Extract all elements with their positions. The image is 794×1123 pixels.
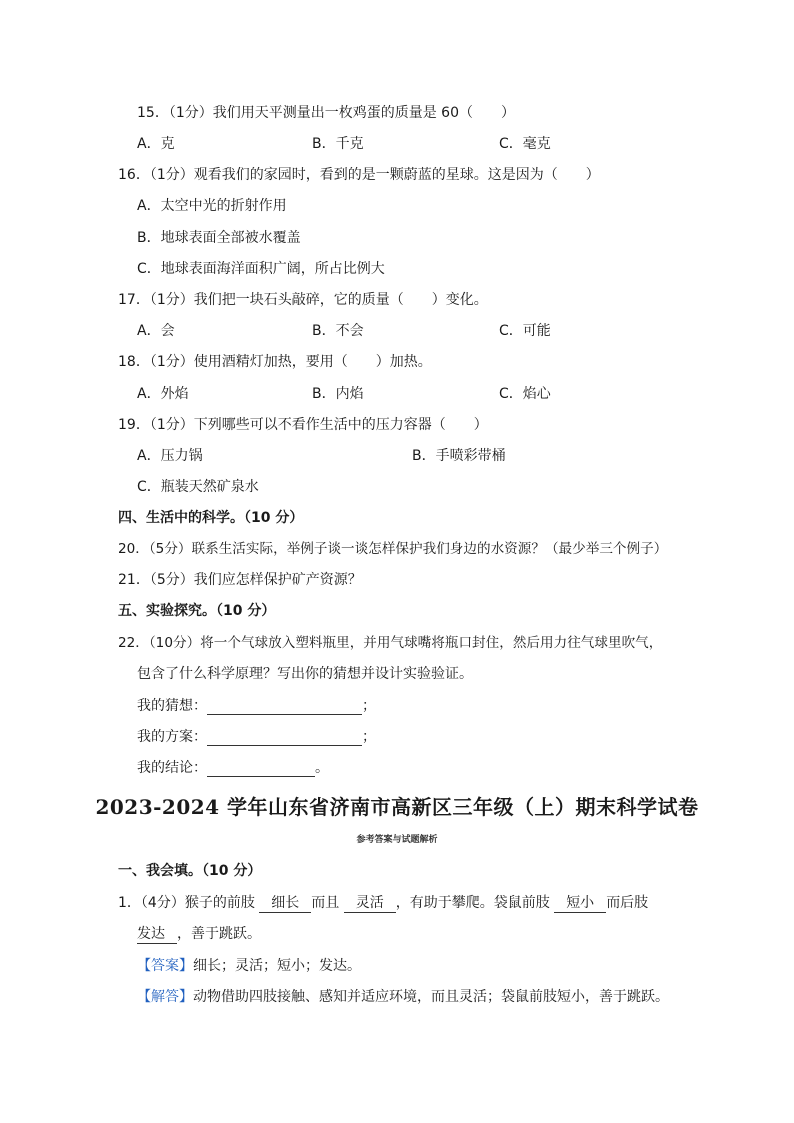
option-18-c: C．焰心 — [499, 386, 551, 402]
option-19-a: A．压力锅 — [137, 448, 203, 464]
answer-key-title: 2023-2024 学年山东省济南市高新区三年级（上）期末科学试卷 — [95, 795, 699, 819]
section-4-heading: 四、生活中的科学。（10 分） — [118, 510, 304, 526]
q1-part-3: ，有助于攀爬。袋鼠前肢 — [395, 895, 550, 911]
question-15: 15．（1分）我们用天平测量出一枚鸡蛋的质量是 60（ ） — [137, 105, 515, 121]
guess-blank[interactable] — [207, 698, 362, 715]
q1-part-4: 而后肢 — [606, 895, 649, 911]
conclusion-label: 我的结论： — [137, 760, 207, 776]
explain-text: 动物借助四肢接触、感知并适应环境，而且灵活；袋鼠前肢短小，善于跳跃。 — [193, 989, 669, 1005]
question-16: 16．（1分）观看我们的家园时，看到的是一颗蔚蓝的星球。这是因为（ ） — [118, 167, 600, 183]
question-22-line-2: 包含了什么科学原理？写出你的猜想并设计实验验证。 — [137, 666, 473, 682]
answer-row — [137, 957, 361, 975]
option-17-c: C．可能 — [499, 323, 551, 339]
guess-label: 我的猜想： — [137, 698, 207, 714]
question-19: 19．（1分）下列哪些可以不看作生活中的压力容器（ ） — [118, 417, 488, 433]
option-15-c: C．毫克 — [499, 136, 551, 152]
plan-row — [137, 728, 376, 746]
conclusion-end: 。 — [315, 760, 329, 776]
q1-answer-4: 发达 — [137, 926, 177, 944]
option-17-b: B．不会 — [312, 323, 364, 339]
question-22-line-1: 22．（10分）将一个气球放入塑料瓶里，并用气球嘴将瓶口封住，然后用力往气球里吹气， — [118, 635, 663, 651]
option-16-a: A．太空中光的折射作用 — [137, 198, 287, 214]
question-1-line-1 — [118, 894, 648, 913]
guess-row — [137, 697, 376, 715]
question-20: 20．（5分）联系生活实际，举例子谈一谈怎样保护我们身边的水资源？（最少举三个例子） — [118, 541, 668, 557]
guess-end: ； — [362, 698, 376, 714]
option-18-b: B．内焰 — [312, 386, 364, 402]
option-19-b: B．手喷彩带桶 — [412, 448, 506, 464]
answer-tag: 【答案】 — [137, 958, 193, 974]
q1-part-5: ，善于跳跃。 — [177, 926, 261, 942]
question-21: 21．（5分）我们应怎样保护矿产资源？ — [118, 572, 362, 588]
conclusion-blank[interactable] — [207, 760, 315, 777]
plan-blank[interactable] — [207, 729, 362, 746]
option-15-a: A．克 — [137, 136, 175, 152]
explain-row — [137, 988, 669, 1006]
option-15-b: B．千克 — [312, 136, 364, 152]
explain-tag: 【解答】 — [137, 989, 193, 1005]
answer-text: 细长；灵活；短小；发达。 — [193, 958, 361, 974]
question-17: 17．（1分）我们把一块石头敲碎，它的质量（ ）变化。 — [118, 292, 488, 308]
q1-answer-1: 细长 — [259, 895, 311, 913]
plan-end: ； — [362, 729, 376, 745]
q1-answer-2: 灵活 — [344, 895, 396, 913]
option-18-a: A．外焰 — [137, 386, 189, 402]
plan-label: 我的方案： — [137, 729, 207, 745]
answer-key-subtitle: 参考答案与试题解析 — [356, 835, 438, 845]
conclusion-row — [137, 759, 329, 777]
question-18: 18．（1分）使用酒精灯加热，要用（ ）加热。 — [118, 354, 432, 370]
option-16-b: B．地球表面全部被水覆盖 — [137, 230, 301, 246]
option-19-c: C．瓶装天然矿泉水 — [137, 479, 259, 495]
option-17-a: A．会 — [137, 323, 175, 339]
section-5-heading: 五、实验探究。（10 分） — [118, 603, 276, 619]
section-1-heading: 一、我会填。（10 分） — [118, 863, 262, 879]
q1-part-1: 1．（4分）猴子的前肢 — [118, 895, 255, 911]
question-1-line-2 — [137, 925, 261, 944]
q1-answer-3: 短小 — [554, 895, 606, 913]
option-16-c: C．地球表面海洋面积广阔，所占比例大 — [137, 261, 385, 277]
q1-part-2: 而且 — [311, 895, 340, 911]
